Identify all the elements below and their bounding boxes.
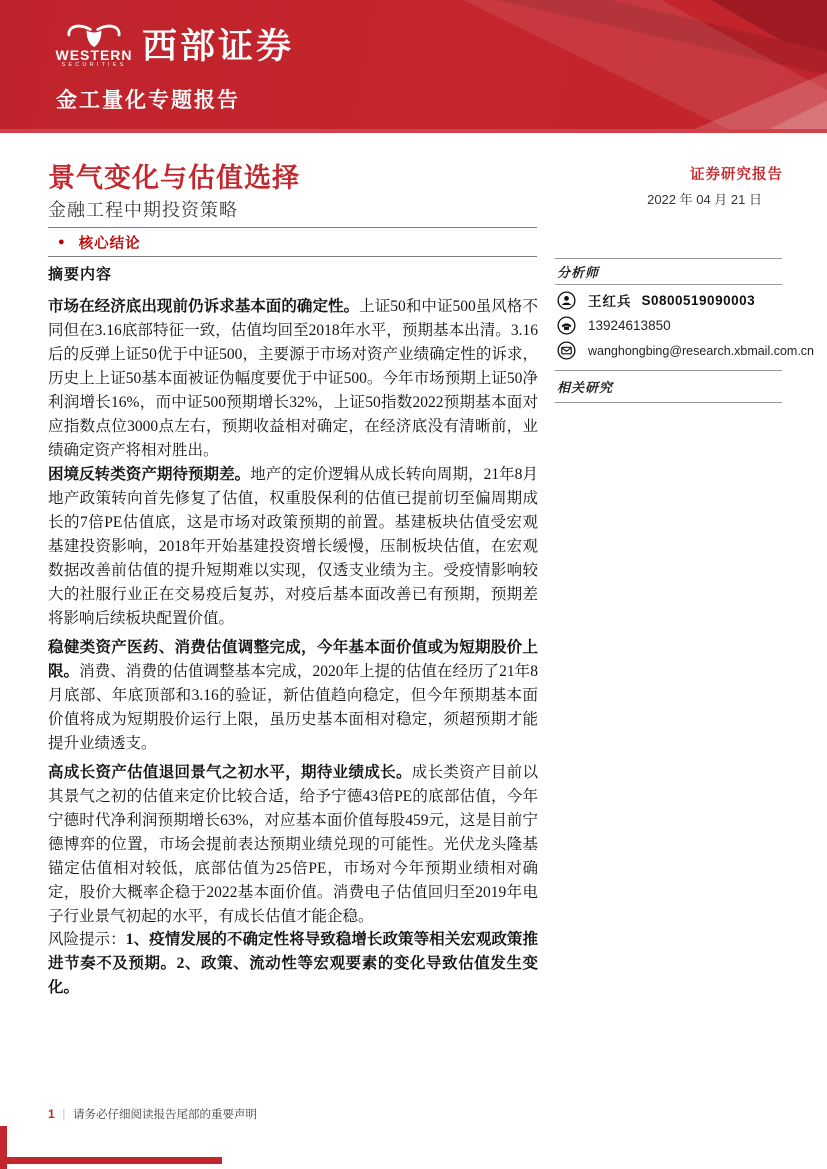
summary-heading: 摘要内容: [48, 267, 113, 283]
paragraph-lead: 市场在经济底出现前仍诉求基本面的确定性。: [48, 298, 360, 315]
footer-red-horizontal-bar: [0, 1157, 222, 1164]
paragraph-lead: 高成长资产估值退回景气之初水平，期待业绩成长。: [48, 764, 412, 781]
email-icon: [557, 341, 576, 360]
core-conclusion-label: 核心结论: [78, 235, 141, 252]
paragraph-lead: 困境反转类资产期待预期差。: [48, 466, 251, 483]
report-date: 2022 年 04 月 21 日: [647, 192, 762, 207]
paragraph-body: 地产的定价逻辑从成长转向周期，21年8月地产政策转向首先修复了估值，权重股保利的估值已提前切至偏周期成长的7倍PE估值底，这是市场对政策预期的前置。基建板块估值受宏观基建投资影响，2018年开始基建投资增长缓慢，压制板块估值，在宏观数据改善前估值的提升短期难以实现，仅透支业绩为主。受疫情影响较大的社服行业正在交易疫后复苏，对疫后基本面改善已有预期，预期差将影响后续板块配置价值。: [48, 466, 538, 627]
paragraph-body: 成长类资产目前以其景气之初的估值来定价比较合适，给予宁德43倍PE的底部估值，今年宁德时代净利润预期增长63%，对应基本面价值每股459元，这是目前宁德博弈的位置，市场会提前表达预期业绩兑现的可能性。光伏龙头隆基锚定估值相对较低，底部估值为25倍PE，市场对今年预期业绩相对确定，股价大概率企稳于2022基本面价值。消费电子估值回归至2019年电子行业景气初起的水平，有成长估值才能企稳。: [48, 764, 538, 925]
report-type-label: 金工量化专题报告: [56, 88, 240, 112]
core-conclusion-strip: [48, 227, 537, 257]
paragraph-body: 消费、消费的估值调整基本完成，2020年上提的估值在经历了21年8月底部、年底顶部和3.16的验证，新估值趋向稳定，但今年预期基本面价值将成为短期股价运行上限，虽历史基本面相对稳定，须超预期才能提升业绩透支。: [48, 663, 538, 752]
analyst-name: 王红兵: [588, 294, 632, 309]
analyst-phone-row: [557, 316, 782, 335]
phone-icon: [557, 316, 576, 335]
footer: [48, 1106, 257, 1122]
body-paragraph: [48, 636, 538, 756]
body-paragraph: [48, 761, 538, 929]
body-paragraph: [48, 463, 538, 631]
brand-chinese: 西部证券: [142, 27, 295, 66]
body-paragraph: [48, 295, 538, 463]
analyst-heading: 分析师: [557, 265, 600, 280]
footer-separator: |: [62, 1108, 65, 1120]
risk-body: 1、疫情发展的不确定性将导致稳增长政策等相关宏观政策推进节奏不及预期。2、政策、流动性等宏观要素的变化导致估值发生变化。: [48, 931, 538, 996]
brand-english-sub: SECURITIES: [61, 62, 127, 68]
analyst-cert-number: S0800519090003: [641, 292, 756, 308]
header-banner: [0, 0, 827, 133]
bullet-icon: ●: [58, 235, 65, 248]
page-number: 1: [48, 1107, 55, 1121]
page-title: 景气变化与估值选择: [48, 163, 300, 193]
brand-english: WESTERN: [55, 47, 133, 63]
analyst-email-link[interactable]: wanghongbing@research.xbmail.com.cn: [588, 343, 815, 358]
paragraph-lead: 稳健类资产医药、消费估值调整完成，今年基本面价值或为短期股价上限。: [48, 639, 538, 680]
paragraph-body: 上证50和中证500虽风格不同但在3.16底部特征一致，估值均回至2018年水平，预期基本出清。3.16后的反弹上证50优于中证500，主要源于市场对资产业绩确定性的诉求，历史上上证50基本面被证伪幅度要优于中证500。今年市场预期上证50净利润增长16%，而中证500预期增长32%，上证50指数2022预期基本面对应指数点位3000点左右，预期收益相对确定，在经济底没有清晰前，业绩确定资产将相对胜出。: [48, 298, 538, 459]
footer-disclaimer: 请务必仔细阅读报告尾部的重要声明: [73, 1109, 257, 1121]
analyst-sidebar: [555, 258, 815, 403]
risk-paragraph: [48, 928, 538, 1000]
report-category-label: 证券研究报告: [690, 167, 783, 183]
analyst-phone: 13924613850: [588, 318, 671, 333]
risk-label: 风险提示：: [48, 931, 126, 948]
analyst-email-row: [557, 341, 815, 360]
person-icon: [557, 291, 576, 310]
bull-icon: [66, 22, 122, 48]
page-subtitle: 金融工程中期投资策略: [48, 200, 238, 220]
company-logo: [55, 22, 133, 69]
related-research-heading: 相关研究: [557, 380, 614, 395]
sidebar-divider: [555, 402, 782, 403]
analyst-name-row: [557, 290, 782, 310]
